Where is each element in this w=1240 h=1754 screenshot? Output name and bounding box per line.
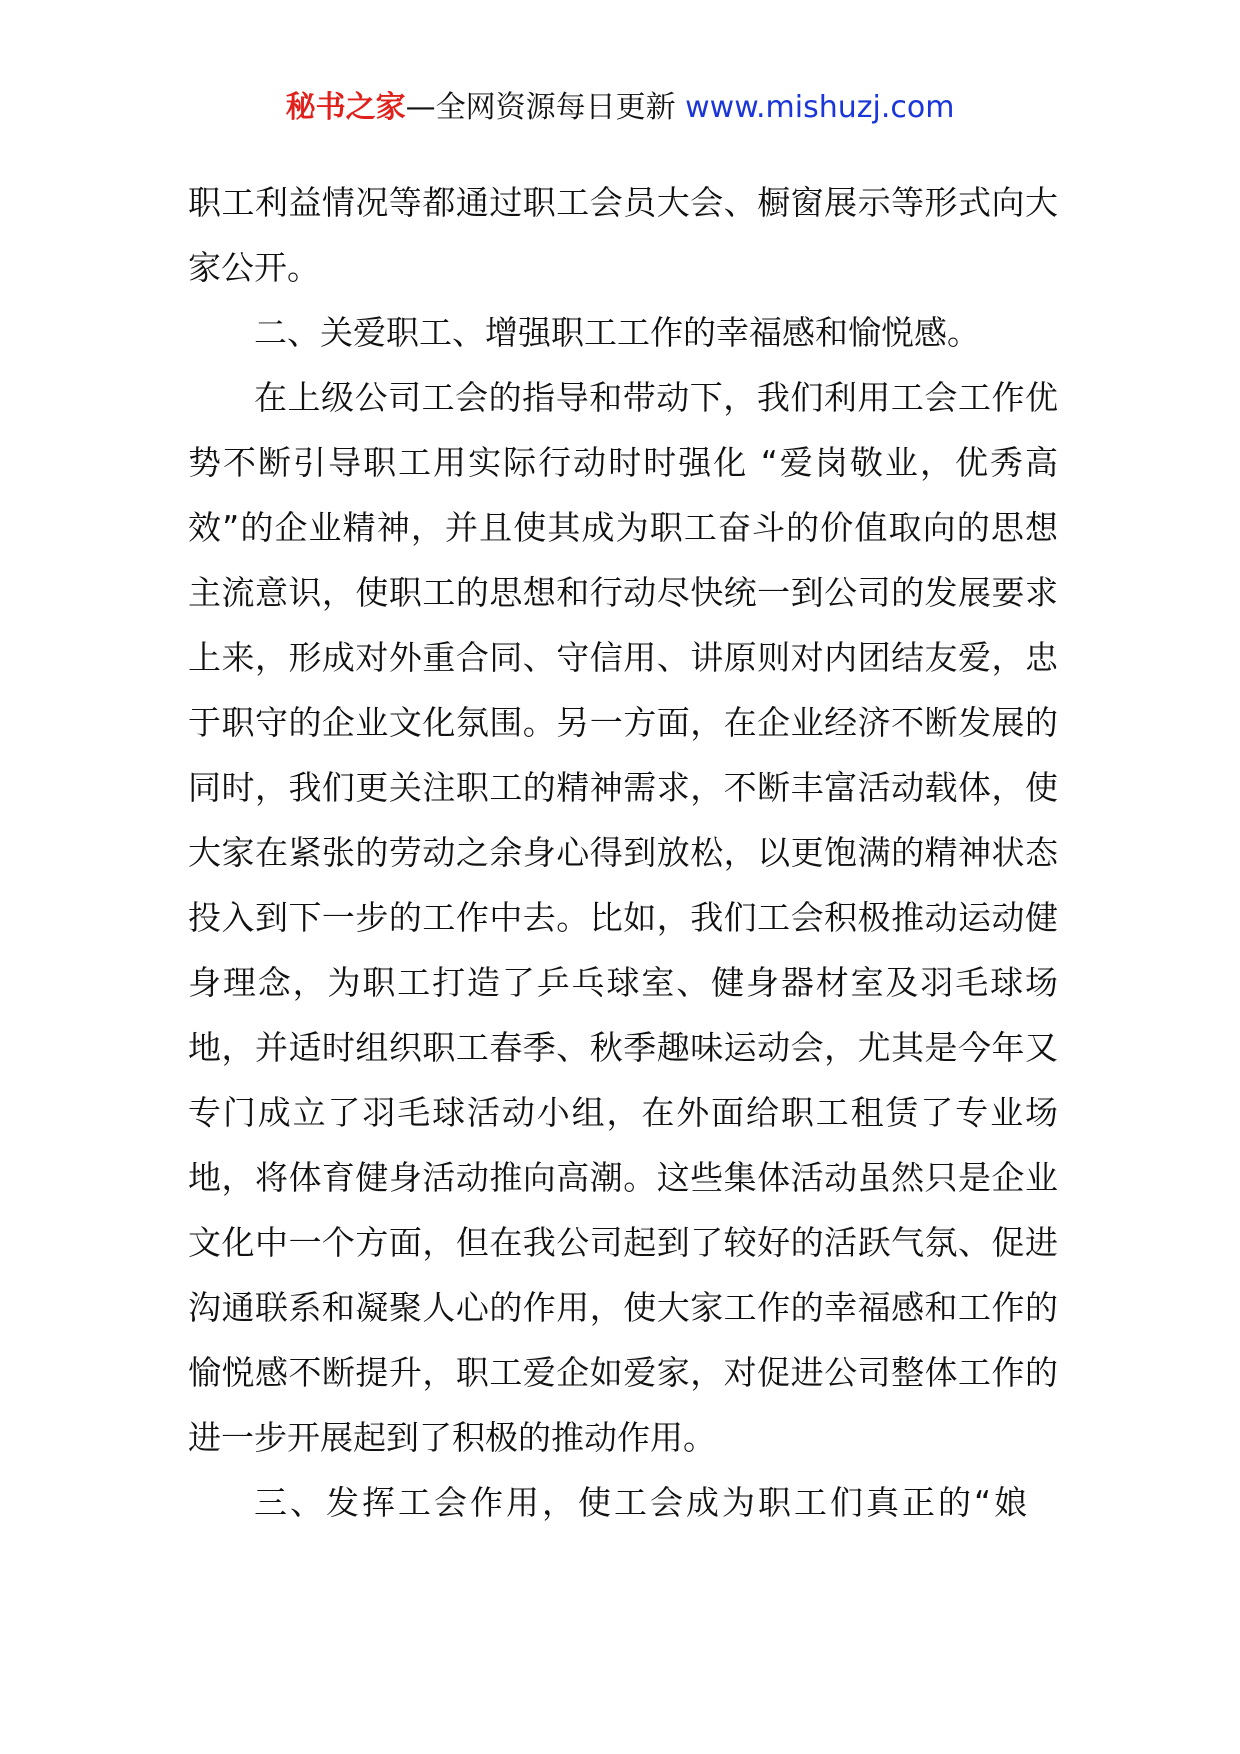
header-banner [0,88,1240,128]
header-slogan: —全网资源每日更新 [405,90,676,125]
paragraph-body: 在上级公司工会的指导和带动下，我们利用工会工作优势不断引导职工用实际行动时时强化 “爱岗敬业，优秀高效”的企业精神，并且使其成为职工奋斗的价值取向的思想主流意识，使职工的思想和行动尽快统一到公司的发展要求上来，形成对外重合同、守信用、讲原则对内团结友爱，忠于职守的企业文化氛围。另一方面，在企业经济不断发展的同时，我们更关注职工的精神需求，不断丰富活动载体，使大家在紧张的劳动之余身心得到放松，以更饱满的精神状态投入到下一步的工作中去。比如，我们工会积极推动运动健身理念，为职工打造了乒乓球室、健身器材室及羽毛球场地，并适时组织职工春季、秋季趣味运动会，尤其是今年又专门成立了羽毛球活动小组，在外面给职工租赁了专业场地，将体育健身活动推向高潮。这些集体活动虽然只是企业文化中一个方面，但在我公司起到了较好的活跃气氛、促进沟通联系和凝聚人心的作用，使大家工作的幸福感和工作的愉悦感不断提升，职工爱企如爱家，对促进公司整体工作的进一步开展起到了积极的推动作用。 [188,378,1058,1457]
brand-name: 秘书之家 [285,90,406,125]
paragraph-continuation: 职工利益情况等都通过职工会员大会、橱窗展示等形式向大家公开。 [188,183,1058,287]
document-body [188,170,1058,1535]
section-heading-3: 三、发挥工会作用，使工会成为职工们真正的“娘 [254,1483,1031,1522]
section-heading-2: 二、关爱职工、增强职工工作的幸福感和愉悦感。 [254,313,980,352]
website-link[interactable]: www.mishuzj.com [685,90,955,125]
